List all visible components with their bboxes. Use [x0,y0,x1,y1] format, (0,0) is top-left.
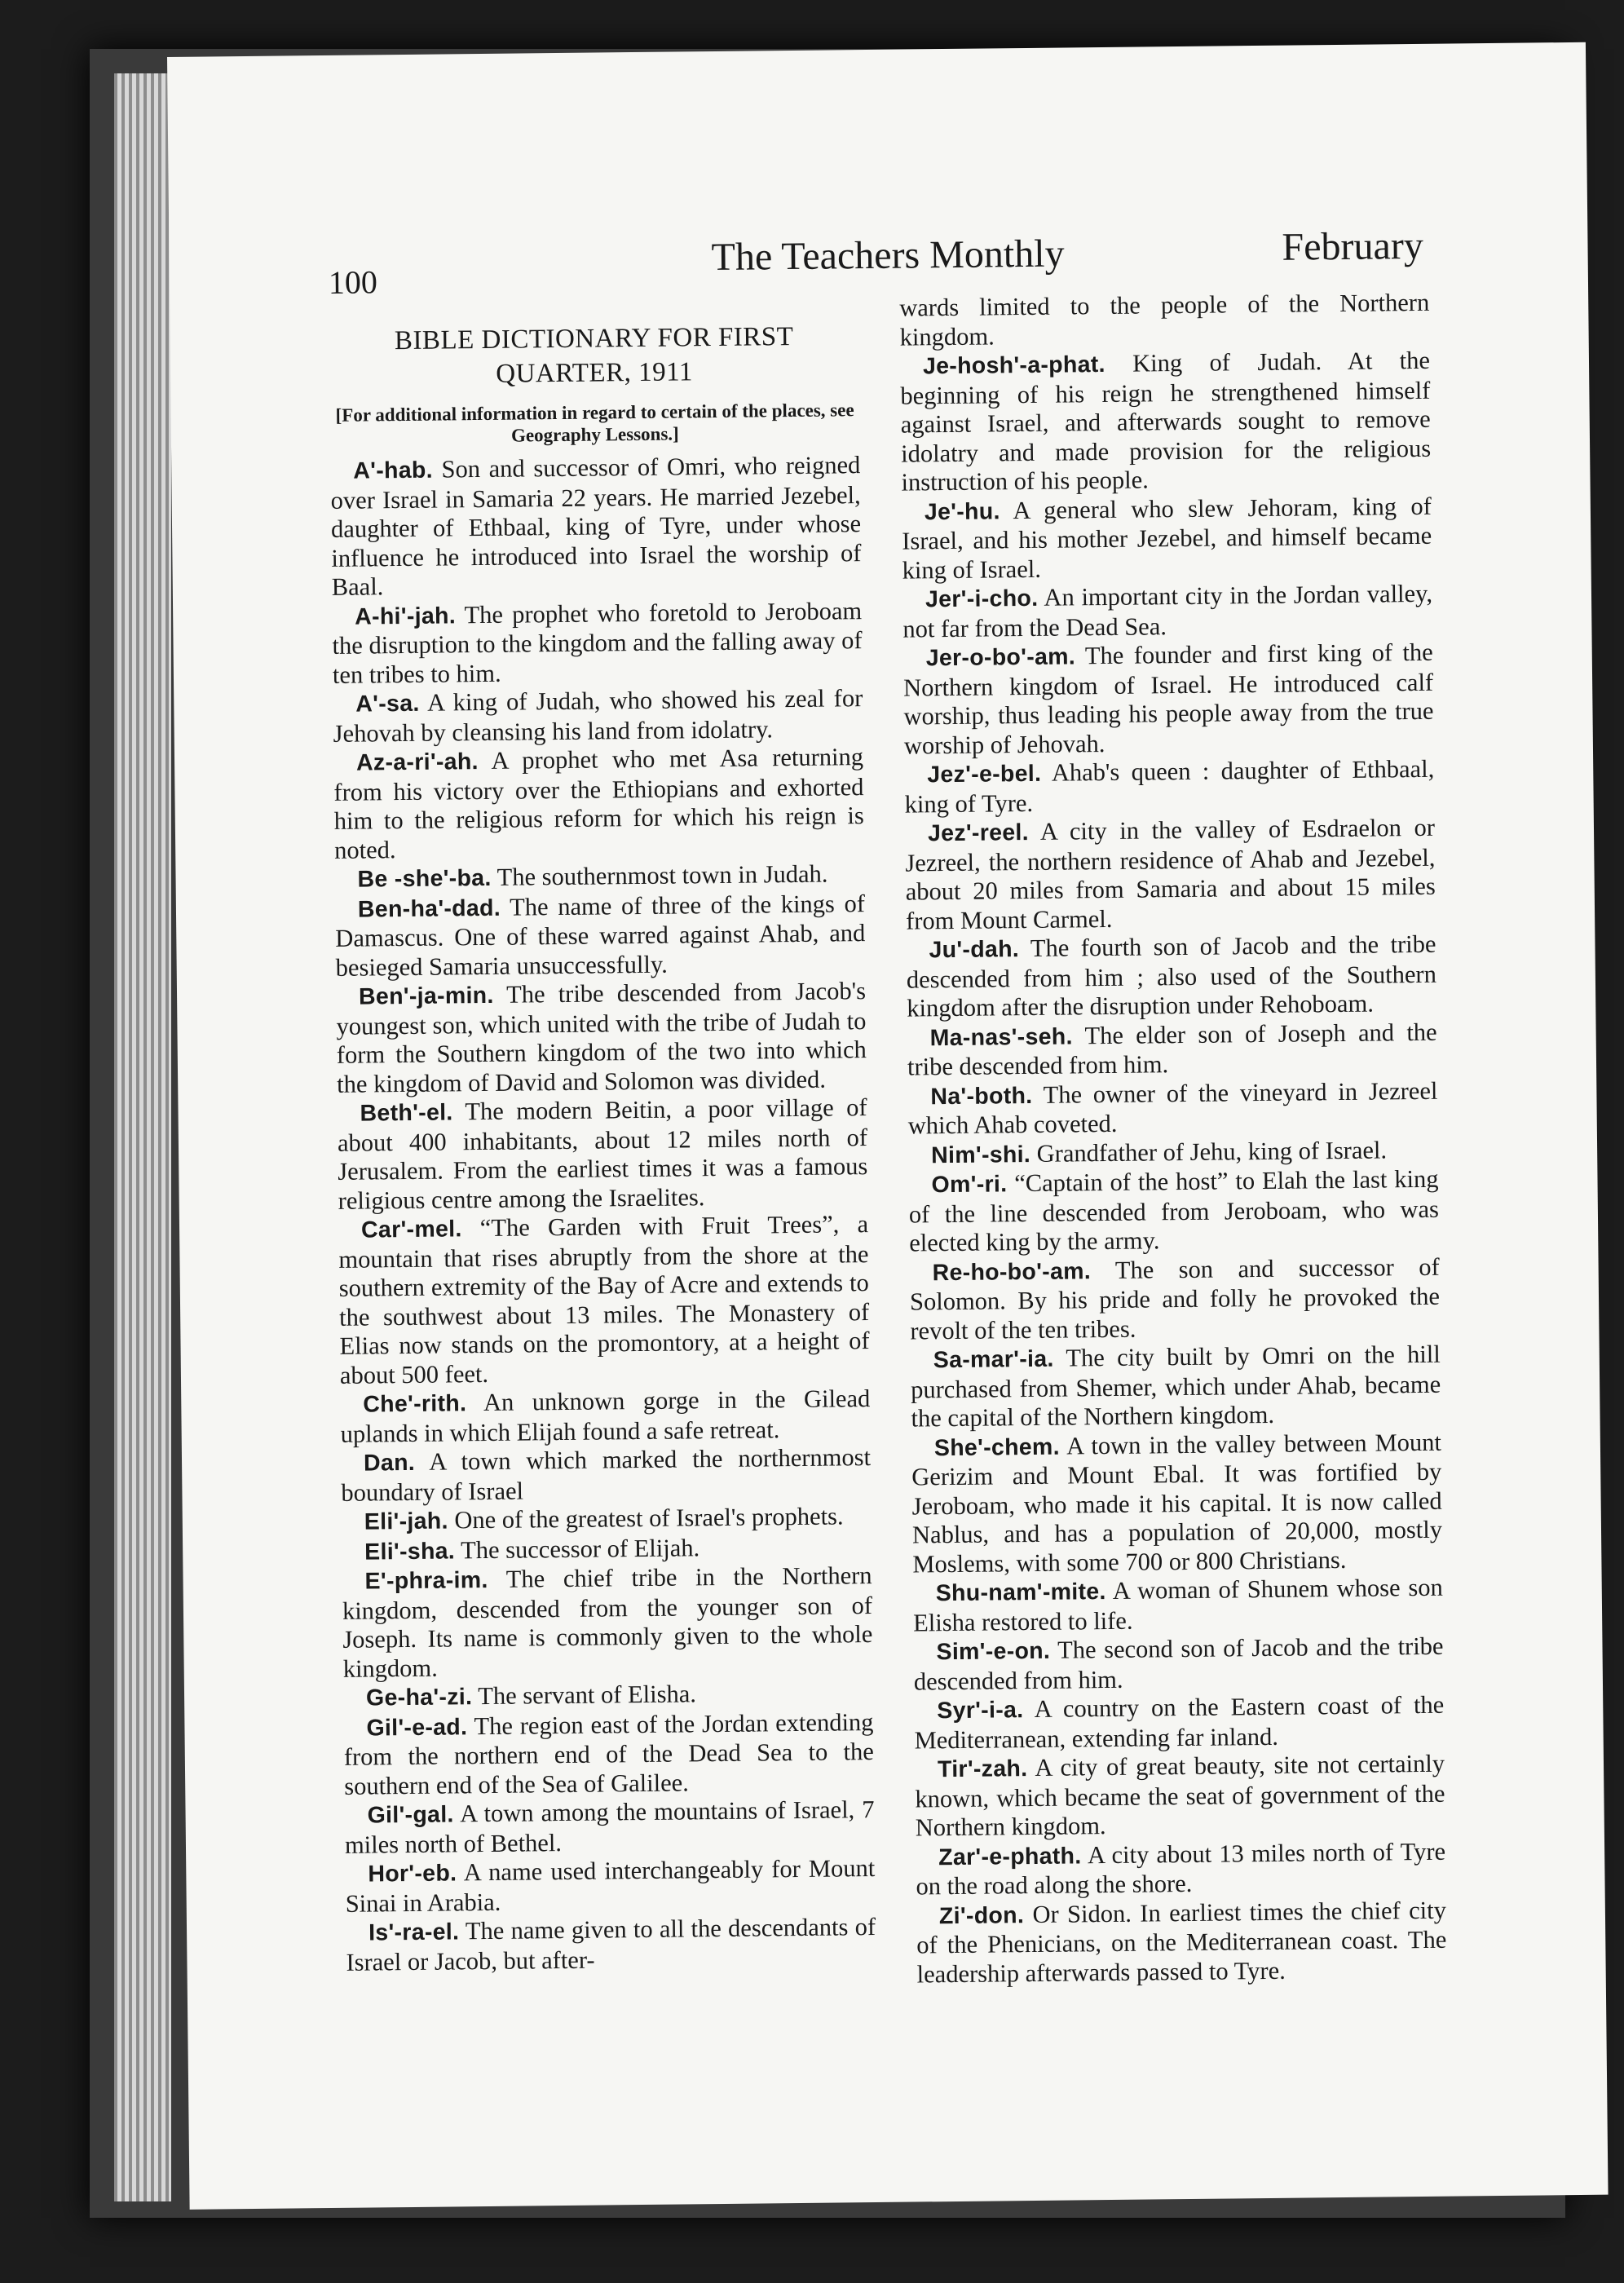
entry-definition: A king of Judah, who showed his zeal for Jehovah by cleansing his land from idolatry. [333,684,863,748]
entry-term: A'-hab. [353,457,434,484]
dictionary-entry [913,1632,1444,1697]
dictionary-entry [343,1708,874,1801]
entry-definition: The name of three of the kings of Damascus. One of these warred against Ahab, and besieged Samaria unsuccessfully. [335,889,866,982]
section-note: [For additional information in regard to certain of the places, see Geography Lessons.] [335,400,854,446]
entry-term: Sa-mar'-ia. [933,1345,1054,1374]
month-label: February [1282,223,1424,269]
dictionary-entry [332,597,863,690]
dictionary-entry [913,1574,1444,1638]
entry-term: Beth'-el. [360,1099,453,1127]
dictionary-entry [902,580,1433,644]
entry-definition: A town among the mountains of Israel, 7 miles north of Bethel. [344,1795,875,1859]
dictionary-entry [336,977,867,1099]
entry-term: Eli'-jah. [364,1508,448,1535]
entry-definition: The founder and first king of the Northern kingdom of Israel. He introduced calf worship, thus leading his people away from the true worship of Jehovah. [902,638,1434,760]
entry-term: Dan. [363,1449,416,1477]
entry-definition: A town in the valley between Mount Gerizim and Mount Ebal. It was fortified by Jeroboam, who made it his capital. It is now called Nablus, and has a population of 20,000, mostly Moslems, with some 700 or 800 Christians. [911,1428,1443,1579]
entry-definition: The son and successor of Solomon. By his pride and folly he provoked the revolt of the ten tribes. [909,1252,1441,1345]
entry-term: A'-sa. [355,690,420,718]
page-edges [114,73,171,2201]
entry-term: Je-hosh'-a-phat. [922,351,1105,380]
entry-definition: The region east of the Jordan extending from the northern end of the Dead Sea to the southern end of the Sea of Galilee. [343,1707,874,1800]
entry-term: Is'-ra-el. [368,1919,460,1946]
right-entry-list [900,347,1447,1989]
dictionary-entry [905,814,1436,936]
entry-definition: A country on the Eastern coast of the Mediterranean, extending far inland. [914,1690,1445,1755]
entry-term: Je'-hu. [924,497,1000,525]
left-entry-list [330,451,876,1977]
entry-term: Car'-mel. [360,1216,462,1243]
entry-term: Jez'-reel. [927,819,1030,847]
entry-definition: An unknown gorge in the Gilead uplands in which Elijah found a safe retreat. [340,1384,871,1448]
entry-term: Zi'-don. [938,1901,1025,1929]
entry-term: Che'-rith. [363,1390,467,1418]
entry-term: Gil'-gal. [367,1801,454,1829]
entry-term: Zar'-e-phath. [938,1842,1082,1870]
entry-definition: Son and successor of Omri, who reigned over Israel in Samaria 22 years. He married Jezebel, daughter of Ethbaal, king of Tyre, under whose influence he introduced into Israel the worship of Baal. [330,451,862,601]
dictionary-entry [907,1076,1438,1141]
dictionary-entry [908,1165,1439,1258]
entry-term: Nim'-shi. [930,1141,1031,1168]
entry-term: Jer-o-bo'-am. [925,643,1076,672]
entry-term: Om'-ri. [931,1171,1008,1199]
entry-definition: A name used interchangeably for Mount Sinai in Arabia. [345,1854,876,1918]
entry-definition: The servant of Elisha. [478,1680,697,1711]
dictionary-entry [914,1691,1445,1755]
dictionary-entry [335,890,866,983]
left-column [329,319,876,1977]
entry-term: E'-phra-im. [364,1566,488,1595]
entry-definition: The modern Beitin, a poor village of about 400 inhabitants, about 12 miles north of Jerusalem. From the earliest times it was a famous religious centre among the Israelites. [337,1093,868,1215]
running-title: The Teachers Monthly [711,232,1065,280]
dictionary-entry [909,1252,1440,1345]
dictionary-entry [907,1018,1437,1082]
entry-term: Hor'-eb. [368,1860,457,1888]
dictionary-entry [341,1443,872,1508]
entry-definition: The southernmost town in Judah. [496,859,828,891]
entry-definition: Ahab's queen : daughter of Ethbaal, king of Tyre. [904,754,1435,819]
dictionary-entry [337,1093,867,1216]
dictionary-entry [342,1561,872,1684]
entry-term: Be -she'-ba. [357,864,492,893]
dictionary-entry [916,1837,1446,1901]
entry-definition: A city about 13 miles north of Tyre on the road along the shore. [916,1837,1446,1901]
entry-definition: The tribe descended from Jacob's youngest son, which united with the tribe of Judah to form the Southern kingdom of the two into which the kingdom of David and Solomon was divided. [336,977,867,1098]
page-number: 100 [328,263,378,301]
entry-definition: King of Judah. At the beginning of his reign he strengthened himself against Israel, and afterwards sought to remove idolatry and made provision for the religious instruction of his people. [900,346,1432,497]
entry-term: She'-chem. [933,1433,1060,1461]
entry-definition: A prophet who met Asa returning from his victory over the Ethiopians and exhorted him to the religious reform for which his reign is noted. [333,743,864,864]
entry-term: Ma-nas'-seh. [929,1022,1073,1051]
entry-definition: Or Sidon. In earliest times the chief city of the Phenicians, on the Mediterranean coast. The leadership afterwards passed to Tyre. [916,1896,1447,1988]
entry-definition: The city built by Omri on the hill purchased from Shemer, which under Ahab, became the capital of the Northern kingdom. [910,1340,1441,1433]
entry-term: Ben'-ja-min. [358,982,494,1010]
dictionary-entry [333,743,864,865]
section-title-line1: BIBLE DICTIONARY FOR FIRST [394,321,794,356]
entry-definition: A city of great beauty, site not certainly known, which became the seat of government of the Northern kingdom. [915,1749,1445,1842]
right-column [899,289,1447,1989]
entry-definition: The successor of Elijah. [460,1533,700,1564]
entry-definition: An important city in the Jordan valley, not far from the Dead Sea. [902,579,1433,643]
dictionary-entry [338,1210,870,1390]
entry-definition: The name given to all the descendants of Israel or Jacob, but after- [346,1913,876,1976]
dictionary-entry [911,1340,1441,1433]
dictionary-entry [900,347,1432,497]
entry-term: Jer'-i-cho. [925,585,1039,613]
dictionary-entry [915,1750,1445,1843]
dictionary-entry [330,451,862,602]
entry-definition: A town which marked the northernmost boundary of Israel [341,1443,872,1507]
entry-term: Jez'-e-bel. [927,760,1042,788]
dictionary-entry [344,1795,875,1860]
entry-term: Sim'-e-on. [936,1637,1051,1666]
dictionary-entry [904,755,1435,819]
entry-definition: A woman of Shunem whose son Elisha restored to life. [912,1573,1443,1637]
entry-term: Ju'-dah. [929,936,1020,964]
entry-term: Gil'-e-ad. [366,1713,468,1742]
entry-definition: A general who slew Jehoram, king of Israel, and his mother Jezebel, and himself became king of Israel. [902,492,1432,585]
dictionary-entry [340,1384,871,1449]
entry-term: Syr'-i-a. [937,1697,1024,1724]
entry-definition: The second son of Jacob and the tribe descended from him. [913,1632,1444,1696]
entry-definition: “The Garden with Fruit Trees”, a mountain that rises abruptly from the shore at the southern extremity of the Bay of Acre and extends to the southwest about 13 miles. The Monastery of Elias now stands on the promontory, at a height of about 500 feet. [338,1210,870,1389]
dictionary-entry [342,1502,872,1537]
dictionary-entry [906,930,1436,1023]
dictionary-entry [902,492,1432,585]
entry-term: Na'-both. [930,1082,1033,1110]
dictionary-entry [333,684,863,748]
page [167,42,1609,2210]
entry-definition: The chief tribe in the Northern kingdom, descended from the younger son of Joseph. Its name is commonly given to the whole kingdom. [342,1561,873,1683]
entry-term: Ben-ha'-dad. [357,894,501,923]
dictionary-entry [903,638,1434,761]
entry-term: A-hi'-jah. [355,602,457,630]
entry-term: Tir'-zah. [937,1755,1028,1783]
entry-term: Shu-nam'-mite. [935,1579,1106,1607]
section-title-line2: QUARTER, 1911 [496,357,694,389]
dictionary-entry [911,1428,1443,1579]
entry-definition: The elder son of Joseph and the tribe descended from him. [907,1018,1437,1081]
entry-definition: The owner of the vineyard in Jezreel which Ahab coveted. [907,1076,1438,1140]
dictionary-entry [346,1913,876,1977]
entry-definition: Grandfather of Jehu, king of Israel. [1036,1135,1388,1168]
dictionary-entry [345,1854,876,1919]
entry-term: Eli'-sha. [364,1537,456,1565]
entry-definition: The prophet who foretold to Jeroboam the disruption to the kingdom and the falling away of ten tribes to him. [332,596,863,689]
entry-term: Re-ho-bo'-am. [932,1257,1092,1286]
entry-term: Az-a-ri'-ah. [355,748,479,776]
entry-definition: “Captain of the host” to Elah the last king of the line descended from Jeroboam, who was elected king by the army. [908,1164,1440,1257]
section-title [329,319,859,393]
continued-text: wards limited to the people of the Northern kingdom. [899,288,1430,351]
entry-definition: The fourth son of Jacob and the tribe descended from him ; also used of the Southern kingdom after the disruption under Rehoboam. [906,930,1437,1022]
entry-term: Ge-ha'-zi. [365,1684,473,1711]
entry-definition: A city in the valley of Esdraelon or Jezreel, the northern residence of Ahab and Jezebel, about 20 miles from Samaria and about 15 miles from Mount Carmel. [905,813,1436,935]
dictionary-entry [916,1896,1447,1989]
entry-definition: One of the greatest of Israel's prophets. [454,1502,844,1535]
